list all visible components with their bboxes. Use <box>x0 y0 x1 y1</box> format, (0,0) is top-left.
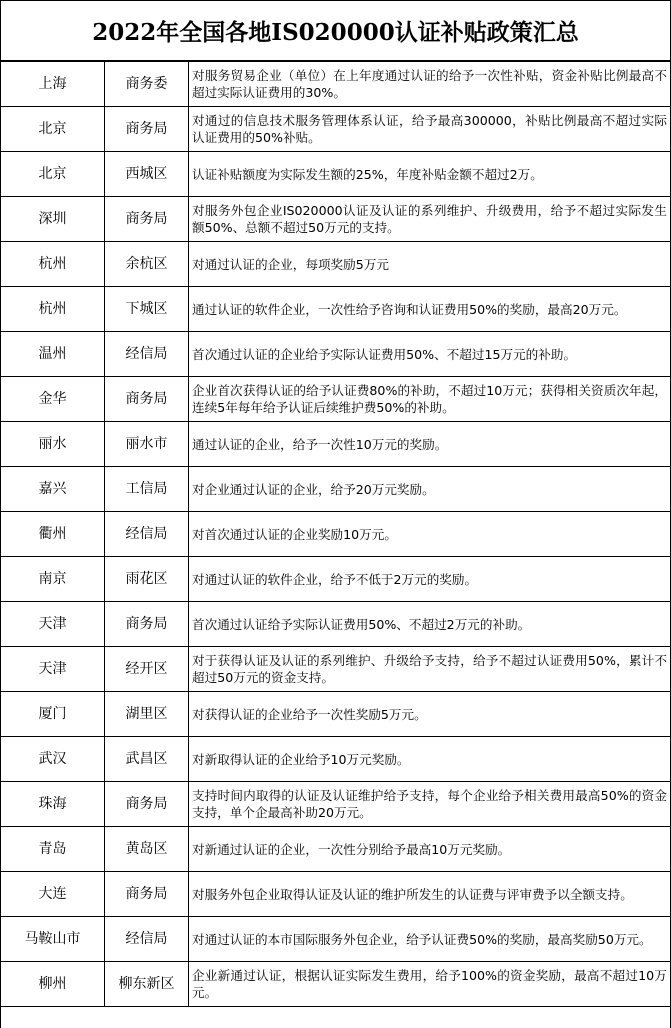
city-cell: 杭州 <box>1 242 105 287</box>
department-cell: 经开区 <box>105 647 189 692</box>
page-title: 2022年全国各地IS020000认证补贴政策汇总 <box>92 19 579 46</box>
city-cell: 衢州 <box>1 512 105 557</box>
policy-cell: 对企业通过认证的企业，给予20万元奖励。 <box>189 467 671 512</box>
table-row <box>1 287 671 332</box>
department-cell: 商务委 <box>105 62 189 107</box>
city-cell: 深圳 <box>1 197 105 242</box>
department-cell: 商务局 <box>105 602 189 647</box>
table-row <box>1 107 671 152</box>
policy-cell: 对获得认证的企业给予一次性奖励5万元。 <box>189 692 671 737</box>
table-row <box>1 242 671 287</box>
city-cell: 杭州 <box>1 287 105 332</box>
department-cell: 雨花区 <box>105 557 189 602</box>
city-cell: 南京 <box>1 557 105 602</box>
policy-cell: 认证补贴额度为实际发生额的25%，年度补贴金额不超过2万。 <box>189 152 671 197</box>
policy-cell: 对通过的信息技术服务管理体系认证，给予最高300000，补贴比例最高不超过实际认证费用的50%补贴。 <box>189 107 671 152</box>
city-cell: 丽水 <box>1 422 105 467</box>
policy-cell: 对服务外包企业取得认证及认证的维护所发生的认证费与评审费予以全额支持。 <box>189 872 671 917</box>
department-cell: 工信局 <box>105 467 189 512</box>
table-row <box>1 827 671 872</box>
table-row <box>1 602 671 647</box>
department-cell: 黄岛区 <box>105 827 189 872</box>
policy-table-body <box>1 62 671 1007</box>
table-row <box>1 962 671 1007</box>
department-cell: 商务局 <box>105 107 189 152</box>
city-cell: 柳州 <box>1 962 105 1007</box>
policy-cell: 对首次通过认证的企业奖励10万元。 <box>189 512 671 557</box>
table-row <box>1 377 671 422</box>
policy-cell: 企业新通过认证，根据认证实际发生费用，给予100%的资金奖励，最高不超过10万元。 <box>189 962 671 1007</box>
table-row <box>1 152 671 197</box>
policy-cell: 对新取得认证的企业给予10万元奖励。 <box>189 737 671 782</box>
policy-cell: 对服务贸易企业（单位）在上年度通过认证的给予一次性补贴，资金补贴比例最高不超过实际认证费用的30%。 <box>189 62 671 107</box>
department-cell: 商务局 <box>105 377 189 422</box>
city-cell: 大连 <box>1 872 105 917</box>
department-cell: 商务局 <box>105 872 189 917</box>
policy-cell: 对服务外包企业IS020000认证及认证的系列维护、升级费用，给予不超过实际发生额50%、总额不超过50万元的支持。 <box>189 197 671 242</box>
table-row <box>1 62 671 107</box>
table-row <box>1 197 671 242</box>
policy-cell: 首次通过认证给予实际认证费用50%、不超过2万元的补助。 <box>189 602 671 647</box>
table-row <box>1 917 671 962</box>
policy-cell: 通过认证的软件企业，一次性给予咨询和认证费用50%的奖励，最高20万元。 <box>189 287 671 332</box>
city-cell: 天津 <box>1 647 105 692</box>
table-row <box>1 422 671 467</box>
title-row <box>1 0 670 61</box>
policy-table <box>0 61 671 1007</box>
city-cell: 武汉 <box>1 737 105 782</box>
city-cell: 嘉兴 <box>1 467 105 512</box>
policy-cell: 对通过认证的软件企业，给予不低于2万元的奖励。 <box>189 557 671 602</box>
department-cell: 商务局 <box>105 782 189 827</box>
policy-cell: 企业首次获得认证的给予认证费80%的补助，不超过10万元；获得相关资质次年起，连续5年每年给予认证后续维护费50%的补助。 <box>189 377 671 422</box>
policy-cell: 支持时间内取得的认证及认证维护给予支持，每个企业给予相关费用最高50%的资金支持，单个企最高补助20万元。 <box>189 782 671 827</box>
city-cell: 珠海 <box>1 782 105 827</box>
table-row <box>1 782 671 827</box>
department-cell: 经信局 <box>105 332 189 377</box>
city-cell: 青岛 <box>1 827 105 872</box>
table-row <box>1 557 671 602</box>
city-cell: 马鞍山市 <box>1 917 105 962</box>
policy-cell: 对通过认证的本市国际服务外包企业，给予认证费50%的奖励，最高奖励50万元。 <box>189 917 671 962</box>
department-cell: 柳东新区 <box>105 962 189 1007</box>
city-cell: 北京 <box>1 107 105 152</box>
table-row <box>1 692 671 737</box>
table-row <box>1 737 671 782</box>
city-cell: 温州 <box>1 332 105 377</box>
policy-cell: 对于获得认证及认证的系列维护、升级给予支持，给予不超过认证费用50%，累计不超过50万元的资金支持。 <box>189 647 671 692</box>
city-cell: 北京 <box>1 152 105 197</box>
department-cell: 商务局 <box>105 197 189 242</box>
city-cell: 厦门 <box>1 692 105 737</box>
department-cell: 经信局 <box>105 512 189 557</box>
policy-cell: 通过认证的企业，给予一次性10万元的奖励。 <box>189 422 671 467</box>
department-cell: 下城区 <box>105 287 189 332</box>
policy-cell: 对通过认证的企业，每项奖励5万元 <box>189 242 671 287</box>
department-cell: 西城区 <box>105 152 189 197</box>
department-cell: 湖里区 <box>105 692 189 737</box>
city-cell: 天津 <box>1 602 105 647</box>
policy-cell: 对新通过认证的企业，一次性分别给予最高10万元奖励。 <box>189 827 671 872</box>
table-row <box>1 872 671 917</box>
department-cell: 经信局 <box>105 917 189 962</box>
city-cell: 金华 <box>1 377 105 422</box>
table-row <box>1 332 671 377</box>
table-row <box>1 647 671 692</box>
table-row <box>1 467 671 512</box>
department-cell: 丽水市 <box>105 422 189 467</box>
department-cell: 武昌区 <box>105 737 189 782</box>
department-cell: 余杭区 <box>105 242 189 287</box>
city-cell: 上海 <box>1 62 105 107</box>
policy-cell: 首次通过认证的企业给予实际认证费用50%、不超过15万元的补助。 <box>189 332 671 377</box>
table-row <box>1 512 671 557</box>
